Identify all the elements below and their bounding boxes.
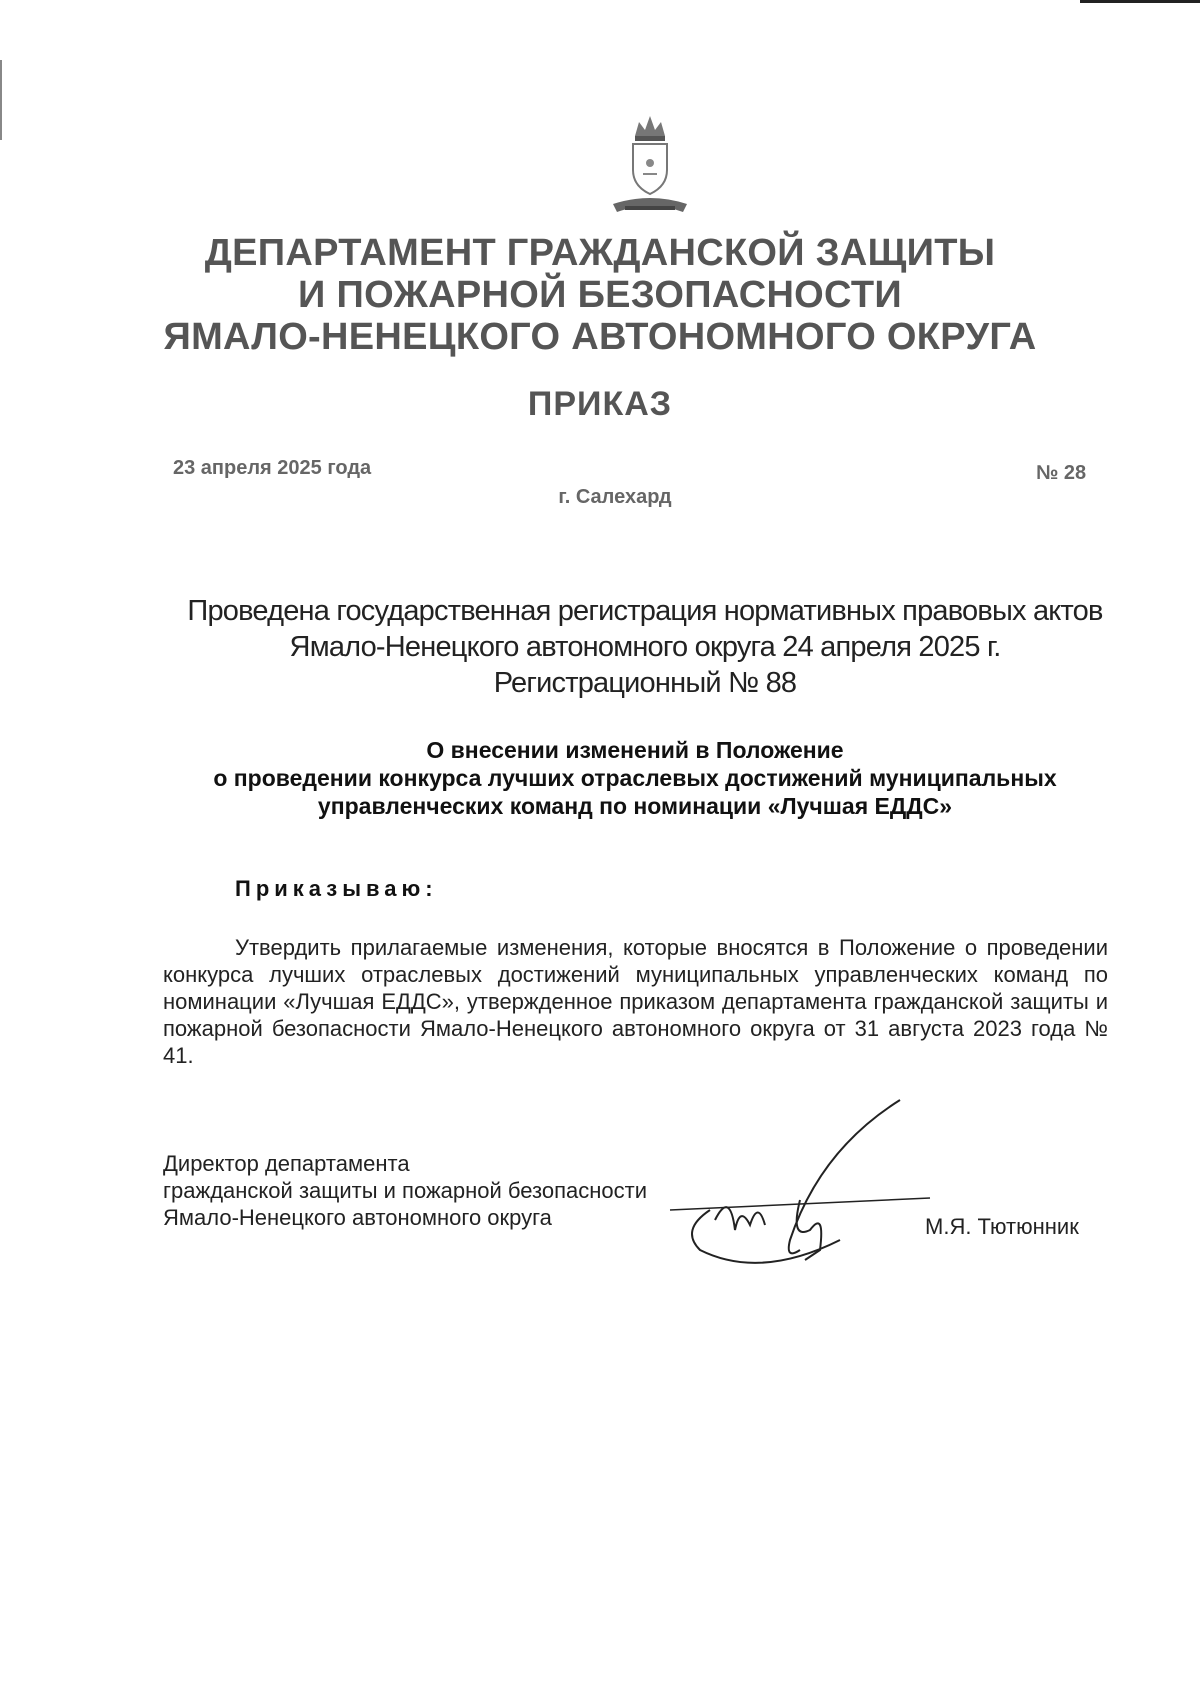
position-line: Ямало-Ненецкого автономного округа: [163, 1205, 552, 1230]
order-body-text: Утвердить прилагаемые изменения, которые вносятся в Положение о проведении конкурса лучших отраслевых достижений муниципальных управленческих команд по номинации «Лучшая ЕДДС», утвержденное приказом департамента гражданской защиты и пожарной безопасности Ямало-Ненецкого автономного округа от 31 августа 2023 года № 41.: [163, 935, 1108, 1068]
department-title-line: ДЕПАРТАМЕНТ ГРАЖДАНСКОЙ ЗАЩИТЫ: [204, 232, 996, 274]
signatory-position: [163, 1150, 647, 1231]
subject-line: о проведении конкурса лучших отраслевых достижений муниципальных: [213, 765, 1057, 791]
scan-edge-top: [1080, 0, 1200, 3]
order-title: ПРИКАЗ: [527, 385, 673, 423]
signatory-name: М.Я. Тютюнник: [925, 1214, 1079, 1239]
order-subject: [0, 736, 1200, 820]
subject-line: О внесении изменений в Положение: [426, 737, 844, 763]
scan-edge-left: [0, 60, 2, 140]
order-number: № 28: [1036, 462, 1087, 484]
handwritten-signature: [640, 1090, 940, 1290]
registration-stamp: [0, 593, 1200, 701]
registration-line: Ямало-Ненецкого автономного округа 24 апреля 2025 г.: [289, 631, 1001, 663]
department-title: [0, 232, 1200, 358]
registration-line: Проведена государственная регистрация нормативных правовых актов: [187, 595, 1103, 627]
registration-line: Регистрационный № 88: [493, 667, 797, 699]
coat-of-arms-icon: [605, 108, 695, 218]
department-title-line: И ПОЖАРНОЙ БЕЗОПАСНОСТИ: [298, 274, 902, 316]
position-line: Директор департамента: [163, 1151, 410, 1176]
order-date: 23 апреля 2025 года: [173, 457, 372, 479]
position-line: гражданской защиты и пожарной безопасности: [163, 1178, 648, 1203]
order-city: г. Салехард: [558, 486, 672, 508]
subject-line: управленческих команд по номинации «Лучшая ЕДДС»: [317, 793, 953, 819]
department-title-line: ЯМАЛО-НЕНЕЦКОГО АВТОНОМНОГО ОКРУГА: [163, 316, 1037, 358]
order-verb: Приказываю:: [235, 876, 438, 901]
